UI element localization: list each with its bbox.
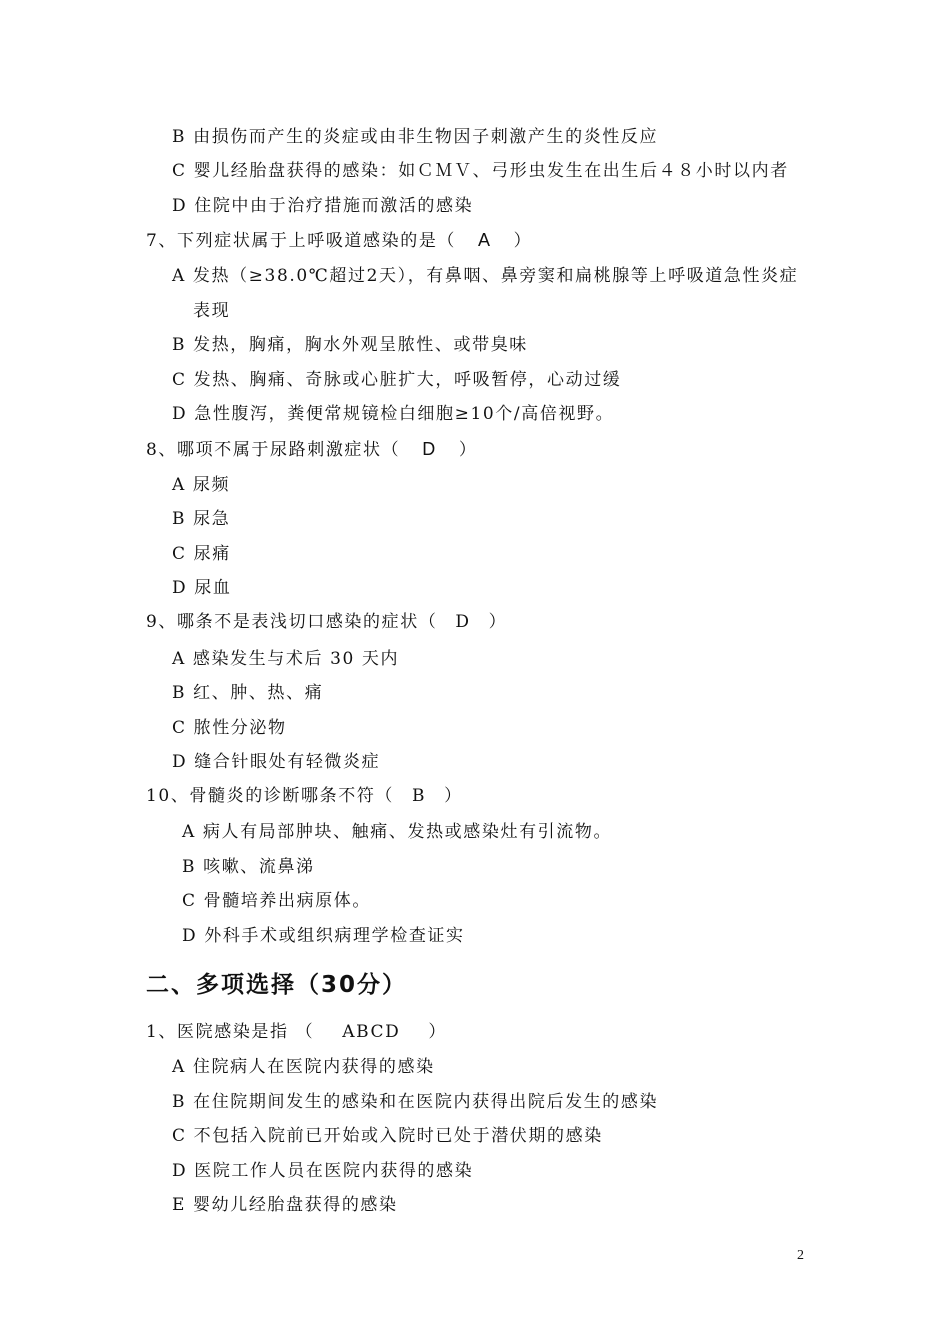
- q9-option-c: C 脓性分泌物: [172, 718, 287, 738]
- q8-option-c: C 尿痛: [172, 544, 231, 564]
- q6-option-c: C 婴儿经胎盘获得的感染：如ＣＭＶ、弓形虫发生在出生后４８小时以内者: [172, 161, 789, 181]
- m1-stem-text: 1、医院感染是指 （: [146, 1022, 315, 1042]
- q7-option-c: C 发热、胸痛、奇脉或心脏扩大，呼吸暂停，心动过缓: [172, 370, 622, 390]
- q10-stem: [146, 785, 463, 807]
- page-number: 2: [797, 1248, 804, 1263]
- q8-option-a: A 尿频: [172, 475, 231, 495]
- q8-stem-text: 8、哪项不属于尿路刺激症状（: [146, 440, 401, 460]
- q8-option-d: D 尿血: [172, 578, 232, 598]
- q6-option-d: D 住院中由于治疗措施而激活的感染: [172, 196, 474, 216]
- q8-option-b: B 尿急: [172, 509, 231, 529]
- q8-stem: [146, 438, 477, 461]
- m1-option-a: A 住院病人在医院内获得的感染: [172, 1057, 435, 1077]
- m1-answer: ABCD: [342, 1022, 401, 1042]
- m1-stem: [146, 1021, 447, 1043]
- m1-option-b: B 在住院期间发生的感染和在医院内获得出院后发生的感染: [172, 1092, 659, 1112]
- q7-option-a: A 发热（≥38.0℃超过2天），有鼻咽、鼻旁窦和扁桃腺等上呼吸道急性炎症: [172, 266, 799, 286]
- section-heading: 二、多项选择（30分）: [146, 972, 408, 998]
- q9-option-d: D 缝合针眼处有轻微炎症: [172, 752, 381, 772]
- q10-option-b: B 咳嗽、流鼻涕: [182, 857, 315, 877]
- m1-option-c: C 不包括入院前已开始或入院时已处于潜伏期的感染: [172, 1126, 603, 1146]
- q7-answer: A: [478, 230, 492, 250]
- q9-stem-text: 9、哪条不是表浅切口感染的症状（: [146, 612, 438, 632]
- m1-option-d: D 医院工作人员在医院内获得的感染: [172, 1161, 474, 1181]
- q9-option-b: B 红、肿、热、痛: [172, 683, 324, 703]
- q7-option-d: D 急性腹泻，粪便常规镜检白细胞≥10个/高倍视野。: [172, 404, 615, 424]
- m1-option-e: E 婴幼儿经胎盘获得的感染: [172, 1195, 398, 1215]
- q10-option-a: A 病人有局部肿块、触痛、发热或感染灶有引流物。: [182, 822, 613, 842]
- q9-stem: [146, 611, 507, 633]
- q7-close: ）: [513, 231, 533, 251]
- q8-close: ）: [458, 440, 478, 460]
- q7-option-a-cont: 表现: [193, 301, 231, 321]
- q6-option-b: B 由损伤而产生的炎症或由非生物因子刺激产生的炎性反应: [172, 127, 659, 147]
- q9-close: ）: [488, 612, 508, 632]
- q7-stem: [146, 229, 532, 252]
- q10-option-d: D 外科手术或组织病理学检查证实: [182, 926, 465, 946]
- q9-answer: D: [455, 612, 471, 632]
- m1-close: ）: [428, 1022, 447, 1042]
- q8-answer: D: [422, 439, 437, 459]
- q7-option-b: B 发热，胸痛，胸水外观呈脓性、或带臭味: [172, 335, 528, 355]
- q10-option-c: C 骨髓培养出病原体。: [182, 891, 372, 911]
- q10-answer: B: [412, 786, 427, 806]
- q7-stem-text: 7、下列症状属于上呼吸道感染的是（: [146, 231, 457, 251]
- q10-close: ）: [444, 786, 463, 806]
- q9-option-a: A 感染发生与术后 30 天内: [172, 649, 400, 669]
- q10-stem-text: 10、骨髓炎的诊断哪条不符（: [146, 786, 395, 806]
